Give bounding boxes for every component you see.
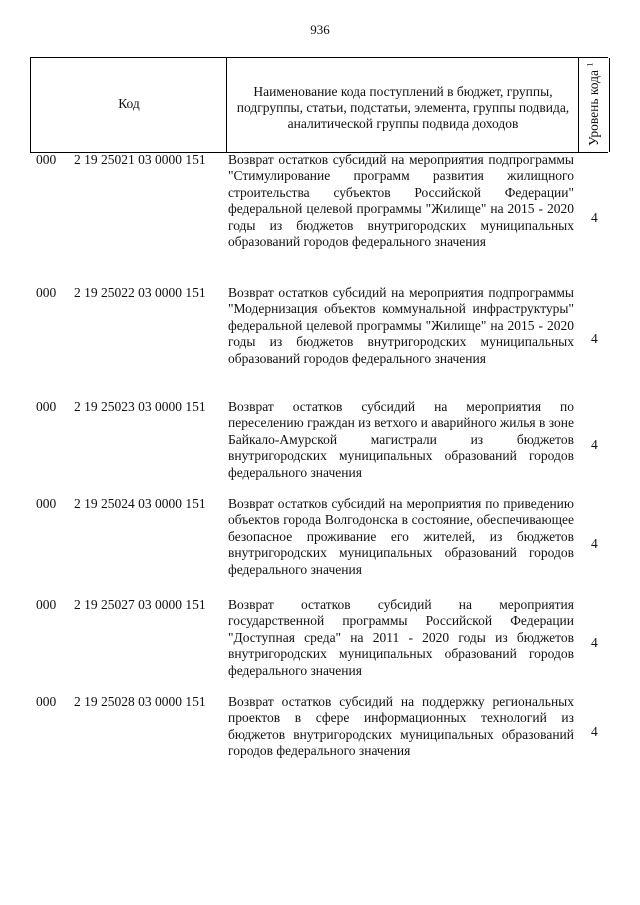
row-code: 2 19 25028 03 0000 151 [74, 694, 206, 709]
header-level-label [585, 63, 603, 146]
header-level-footnote: 1 [585, 62, 595, 67]
header-code-label: Код [118, 96, 140, 111]
row-code: 2 19 25024 03 0000 151 [74, 496, 206, 511]
row-level: 4 [591, 437, 598, 452]
row-prefix: 000 [36, 399, 57, 414]
row-code: 2 19 25022 03 0000 151 [74, 285, 206, 300]
header-code-cell [30, 58, 227, 152]
row-prefix: 000 [36, 496, 57, 511]
row-description: Возврат остатков субсидий на мероприятия по переселению граждан из ветхого и аварийного жилья в зоне Байкало-Амурской магистрали из бюджетов внутригородских муниципальных образований городов федерального значения [228, 399, 574, 480]
row-description: Возврат остатков субсидий на поддержку региональных проектов в сфере информационных технологий из бюджетов внутригородских муниципальных образований городов федерального значения [228, 694, 574, 759]
row-prefix: 000 [36, 694, 57, 709]
row-description: Возврат остатков субсидий на мероприятия подпрограммы "Стимулирование программ развития жилищного строительства субъектов Российской Федерации" федеральной целевой программы "Жилище" на 2015 - 2020 годы из бюджетов внутригородских муниципальных образований городов федерального значения [228, 152, 574, 250]
row-prefix: 000 [36, 285, 57, 300]
header-name-cell [226, 58, 579, 152]
row-code: 2 19 25021 03 0000 151 [74, 152, 206, 167]
row-description: Возврат остатков субсидий на мероприятия подпрограммы "Модернизация объектов коммунальной инфраструктуры" федеральной целевой программы "Жилище" на 2015 - 2020 годы из бюджетов внутригородских муниципальных образований городов федерального значения [228, 285, 574, 366]
row-prefix: 000 [36, 152, 57, 167]
row-level: 4 [591, 210, 598, 225]
row-description: Возврат остатков субсидий на мероприятия государственной программы Российской Федерации "Доступная среда" на 2011 - 2020 годы из бюджетов внутригородских муниципальных образований городов федерального значения [228, 597, 574, 678]
header-level-text: Уровень кода [586, 69, 601, 146]
table-header [30, 57, 608, 153]
page-number: 936 [310, 22, 330, 37]
row-code: 2 19 25023 03 0000 151 [74, 399, 206, 414]
row-level: 4 [591, 331, 598, 346]
row-level: 4 [591, 635, 598, 650]
row-description: Возврат остатков субсидий на мероприятия по приведению объектов города Волгодонска в состояние, обеспечивающее безопасное проживание его жителей, из бюджетов внутригородских муниципальных образований городов федерального значения [228, 496, 574, 577]
header-level-cell [578, 58, 610, 152]
row-code: 2 19 25027 03 0000 151 [74, 597, 206, 612]
row-level: 4 [591, 536, 598, 551]
row-level: 4 [591, 724, 598, 739]
row-prefix: 000 [36, 597, 57, 612]
header-name-label: Наименование кода поступлений в бюджет, группы, подгруппы, статьи, подстатьи, элемента, группы подвида, аналитической группы подвида доходов [236, 84, 570, 131]
